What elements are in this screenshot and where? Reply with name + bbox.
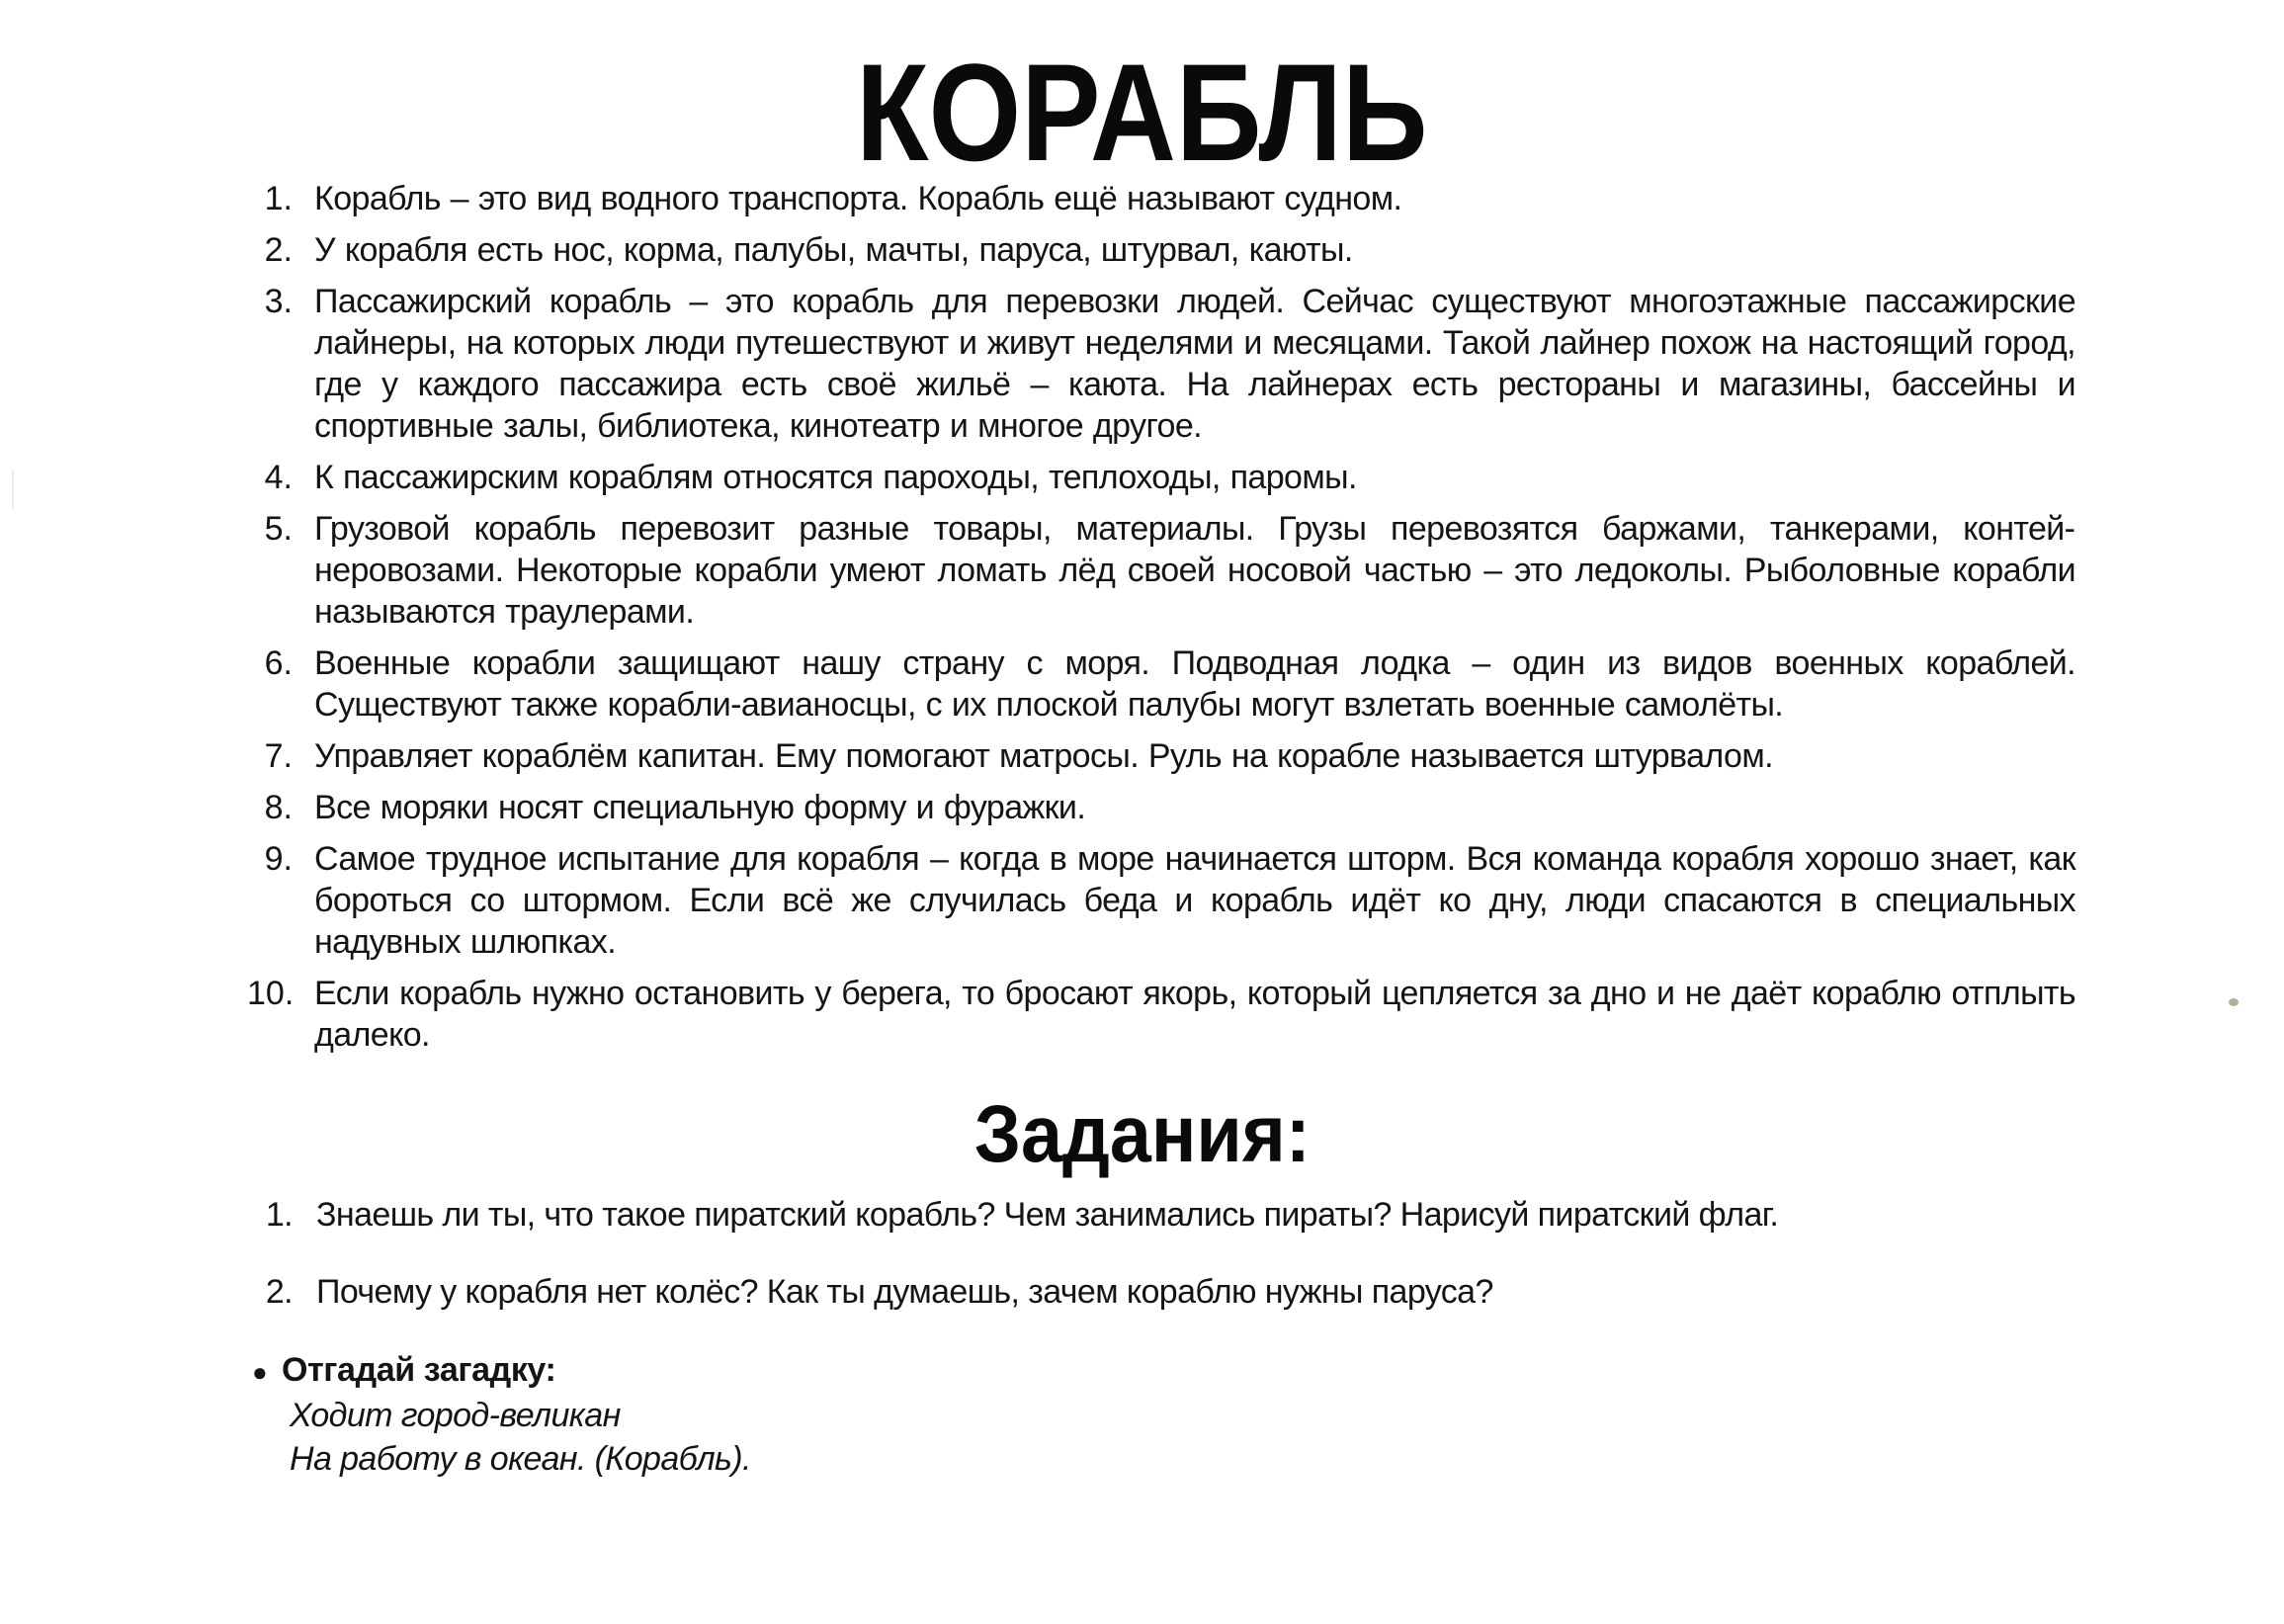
fact-text: Военные корабли защищают нашу страну с моря. Подводная лодка – один из видов военных кораблей. Существуют также корабли-авианосцы, с их плоской палубы могут взлетать военные самолёты. — [314, 644, 2075, 724]
fact-item — [247, 642, 2075, 726]
tasks-heading-text: Задания: — [973, 1089, 1311, 1179]
fact-number: 2. — [264, 231, 293, 269]
fact-number: 7. — [264, 737, 293, 775]
fact-item — [247, 229, 2075, 271]
fact-text: Корабль – это вид водного транспорта. Корабль ещё называют судном. — [314, 180, 1402, 217]
fact-item — [247, 838, 2075, 963]
fact-item — [247, 787, 2075, 828]
task-text: Почему у корабля нет колёс? Как ты думаешь, зачем кораблю нужны паруса? — [316, 1273, 1493, 1311]
fact-number: 6. — [264, 644, 293, 682]
fact-number: 9. — [264, 840, 293, 878]
riddle-heading-text: Отгадай загадку: — [282, 1351, 556, 1389]
fact-text: Если корабль нужно остановить у берега, то бросают якорь, который цепляется за дно и не даёт кораблю отплыть далеко. — [314, 975, 2075, 1054]
tasks-heading — [0, 1087, 2284, 1182]
task-text: Знаешь ли ты, что такое пиратский корабль? Чем занимались пираты? Нарисуй пиратский флаг. — [316, 1196, 1779, 1234]
fact-item — [247, 508, 2075, 633]
fact-number: 1. — [264, 180, 293, 217]
page-title — [0, 35, 2284, 190]
fact-number: 10. — [247, 975, 295, 1012]
page-title-text: КОРАБЛЬ — [856, 35, 1428, 190]
fact-number: 4. — [264, 459, 293, 496]
fact-text: Самое трудное испытание для корабля – когда в море начинается шторм. Вся команда корабля хорошо знает, как бороться со штормом. Если всё же случилась беда и корабль идёт ко дну, люди спасаются в специальных надувных шлюпках. — [314, 840, 2075, 961]
fact-item — [247, 735, 2075, 777]
tasks-list — [247, 1194, 2075, 1348]
fact-text: Грузовой корабль перевозит разные товары, материалы. Грузы перевозятся баржами, танкерами, контейнеровозами. Некоторые корабли умеют ломать лёд своей носовой частью – это ледоколы. Рыболовные корабли называются траулерами. — [314, 510, 2075, 631]
riddle-line: Ходит город-великан — [290, 1397, 621, 1434]
fact-text: У корабля есть нос, корма, палубы, мачты, паруса, штурвал, каюты. — [314, 231, 1353, 269]
fact-text: К пассажирским кораблям относятся пароходы, теплоходы, паромы. — [314, 459, 1357, 496]
fact-text: Все моряки носят специальную форму и фуражки. — [314, 789, 1086, 826]
fact-number: 3. — [264, 283, 293, 320]
bullet-icon: ● — [252, 1357, 268, 1387]
riddle-block — [252, 1348, 751, 1481]
facts-list — [247, 178, 2075, 1066]
fact-number: 5. — [264, 510, 293, 548]
task-number: 1. — [265, 1196, 293, 1234]
task-number: 2. — [265, 1273, 293, 1311]
fact-item — [247, 281, 2075, 447]
riddle-line: На работу в океан. (Корабль). — [290, 1440, 751, 1478]
fact-text: Управляет кораблём капитан. Ему помогают матросы. Руль на корабле называется штурвалом. — [314, 737, 1773, 775]
riddle-heading — [252, 1348, 751, 1394]
task-item — [247, 1271, 2075, 1313]
fact-item — [247, 973, 2075, 1056]
scan-edge-mark — [12, 470, 14, 509]
fact-item — [247, 178, 2075, 219]
fact-text: Пассажирский корабль – это корабль для перевозки людей. Сейчас существуют многоэтажные пассажирские лайнеры, на которых люди путешествуют и живут неделями и месяцами. Такой лайнер похож на настоящий город, где у каждого пассажира есть своё жильё – каюта. На лайнерах есть рестораны и магазины, бассейны и спортивные залы, библиотека, кинотеатр и многое другое. — [314, 283, 2075, 445]
fact-item — [247, 457, 2075, 498]
task-item — [247, 1194, 2075, 1236]
scan-speck — [2229, 998, 2239, 1006]
fact-number: 8. — [264, 789, 293, 826]
